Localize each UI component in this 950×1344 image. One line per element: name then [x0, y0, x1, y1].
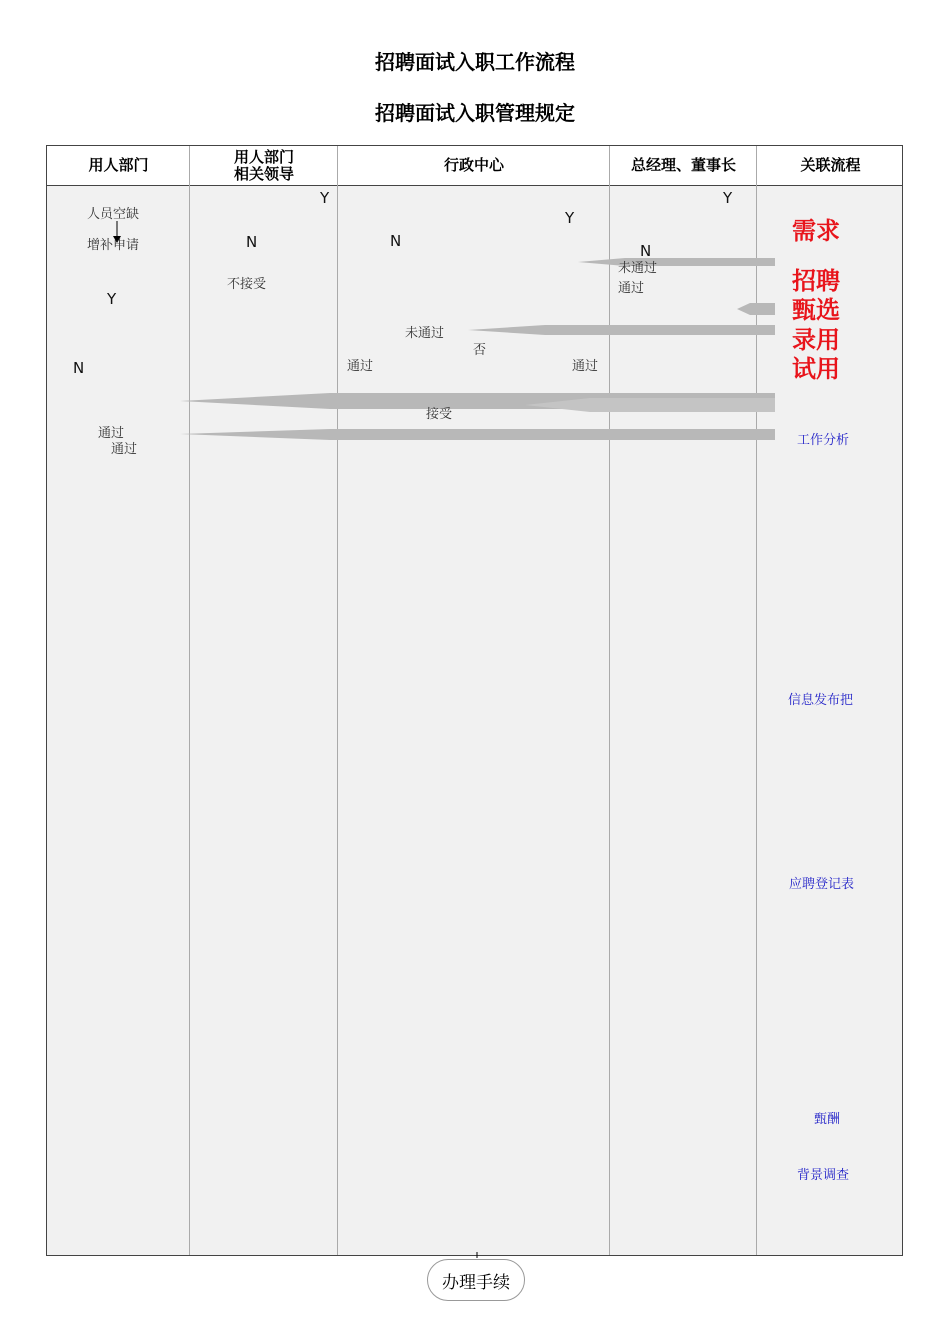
decision-no: N — [73, 359, 85, 377]
flow-label: 未通过 — [618, 261, 658, 276]
decision-no: N — [390, 232, 402, 250]
arrow-connector — [468, 325, 775, 335]
page-subtitle: 招聘面试入职管理规定 — [375, 101, 575, 125]
flow-label: 增补申请 — [87, 238, 140, 253]
flow-label: 不接受 — [227, 277, 267, 292]
decision-yes: Y — [320, 189, 330, 207]
flow-label: 未通过 — [405, 326, 445, 341]
stage-label: 需求 — [792, 217, 840, 245]
arrow-connector — [578, 258, 775, 266]
flow-label: 否 — [473, 343, 487, 358]
related-doc-link[interactable] — [789, 873, 854, 884]
flow-label: 通过 — [98, 426, 125, 441]
column-header-dept-leader: 用人部门 相关领导 — [233, 147, 294, 183]
decision-no: N — [246, 233, 258, 251]
flow-label: 通过 — [111, 442, 138, 457]
stage-label: 招聘 — [792, 267, 840, 295]
arrow-connector — [180, 429, 775, 440]
decision-no: N — [640, 242, 652, 260]
stage-label: 试用 — [792, 355, 840, 383]
related-doc-link[interactable] — [814, 1108, 840, 1119]
flow-label: 通过 — [347, 359, 374, 374]
related-doc-link[interactable] — [797, 429, 849, 440]
flow-label: 接受 — [426, 407, 453, 422]
flow-label: 人员空缺 — [87, 207, 140, 222]
related-doc-link[interactable] — [788, 689, 853, 700]
column-header-dept: 用人部门 — [88, 156, 149, 174]
stage-label: 甄选 — [792, 296, 840, 324]
page-title: 招聘面试入职工作流程 — [375, 50, 575, 74]
decision-yes: Y — [107, 290, 117, 308]
column-header-gm: 总经理、董事长 — [630, 156, 736, 174]
stage-label: 录用 — [792, 326, 840, 354]
decision-yes: Y — [565, 209, 575, 227]
flow-label: 通过 — [618, 281, 645, 296]
decision-yes: Y — [723, 189, 733, 207]
arrow-connector — [737, 303, 775, 315]
related-doc-link[interactable] — [797, 1164, 849, 1175]
column-header-admin: 行政中心 — [443, 156, 504, 174]
column-header-related: 关联流程 — [800, 156, 861, 174]
flow-label: 通过 — [572, 359, 599, 374]
process-box: 办理手续 — [427, 1259, 525, 1301]
